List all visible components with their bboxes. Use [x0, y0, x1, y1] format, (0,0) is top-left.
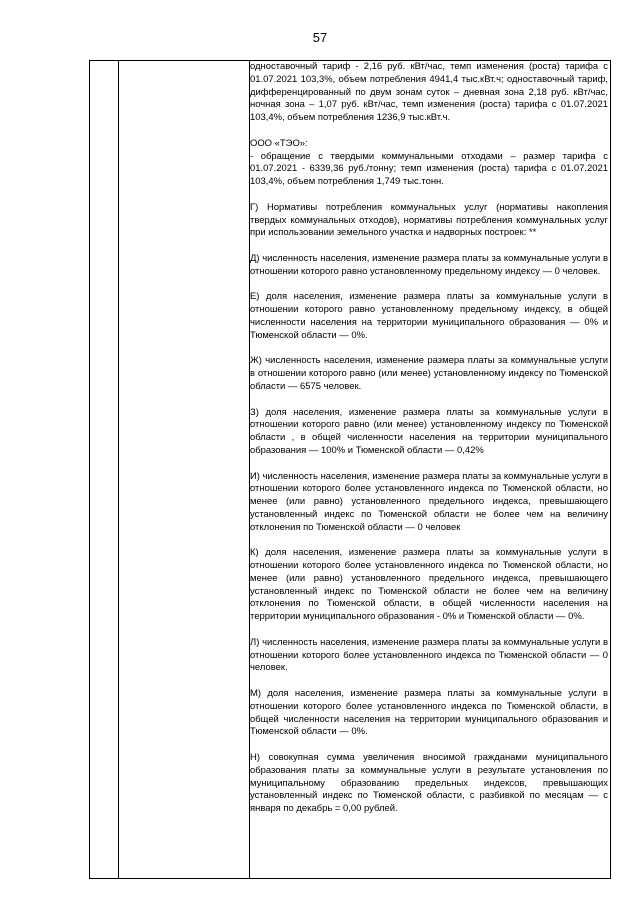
column-divider-1	[118, 61, 119, 878]
paragraph-z: З) доля населения, изменение размера платы за коммунальные услуги в отношении которого равно (или менее) установленному индексу по Тюменской области , в общей численности населения на территории муниципального образования — 100% и Тюменской области — 0,42%	[250, 406, 608, 456]
paragraph-l: Л) численность населения, изменение размера платы за коммунальные услуги в отношении которого более установленного индекса по Тюменской области — 0 человек.	[250, 636, 608, 674]
page-number: 57	[312, 30, 328, 45]
paragraph-n: Н) совокупная сумма увеличения вносимой гражданами муниципального образования платы за коммунальные услуги в результате установления по муниципальному образованию предельных индексов, превышающих установленный индекс по Тюменской области, с разбивкой по месяцам — с января по декабрь = 0,00 рублей.	[250, 752, 608, 815]
table-cell-text	[250, 61, 608, 816]
paragraph-d: Д) численность населения, изменение размера платы за коммунальные услуги в отношении которого равно установленному предельному индексу — 0 человек.	[250, 252, 608, 277]
paragraph-i: И) численность населения, изменение размера платы за коммунальные услуги в отношении которого более установленного индекса по Тюменской области, но менее (или равно) установленного предельного индекса, превышающего установленный индекс по Тюменской области не более чем на величину отклонения по Тюменской области — 0 человек	[250, 470, 608, 533]
paragraph-zh: Ж) численность населения, изменение размера платы за коммунальные услуги в отношении которого равно (или менее) установленному индексу по Тюменской области — 6575 человек.	[250, 355, 608, 392]
paragraph-electricity-tariffs: одноставочный тариф - 2,16 руб. кВт/час, темп изменения (роста) тарифа с 01.07.2021 103,3%, объем потребления 4941,4 тыс.кВт.ч; одноставочный тариф, дифференцированный по двум зонам суток – дневная зона 2,18 руб. кВт/час, ночная зона – 1,07 руб. кВт/час, темп изменения (роста) тарифа с 01.07.2021 103,4%, объем потребления 1236,9 тыс.кВт.ч.	[250, 61, 608, 124]
paragraph-g-norms: Г) Нормативы потребления коммунальных услуг (нормативы накопления твердых коммунальных отходов), нормативы потребления коммунальных услуг при использовании земельного участка и надворных построек: **	[250, 201, 608, 239]
paragraph-e: Е) доля населения, изменение размера платы за коммунальные услуги в отношении которого равно установленному предельному индексу, в общей численности населения на территории муниципального образования — 0% и Тюменской области — 0%.	[250, 291, 608, 341]
paragraph-teo-heading: ООО «ТЭО»:	[250, 137, 308, 149]
paragraph-m: М) доля населения, изменение размера платы за коммунальные услуги в отношении которого более установленного индекса по Тюменской области, в общей численности населения на территории муниципального образования и Тюменской области — 0%.	[250, 688, 608, 738]
paragraph-waste-tariff: - обращение с твердыми коммунальными отходами – размер тарифа с 01.07.2021 - 6339,36 руб./тонну; темп изменения (роста) тарифа с 01.07.2021 103,4%, объем потребления 1,749 тыс.тонн.	[250, 150, 608, 188]
paragraph-k: К) доля населения, изменение размера платы за коммунальные услуги в отношении которого более установленного индекса по Тюменской области, но менее (или равно) установленного предельного индекса, превышающего установленный индекс по Тюменской области не более чем на величину отклонения по Тюменской области, в общей численности населения на территории муниципального образования - 0% и Тюменской области — 0%.	[250, 547, 608, 623]
